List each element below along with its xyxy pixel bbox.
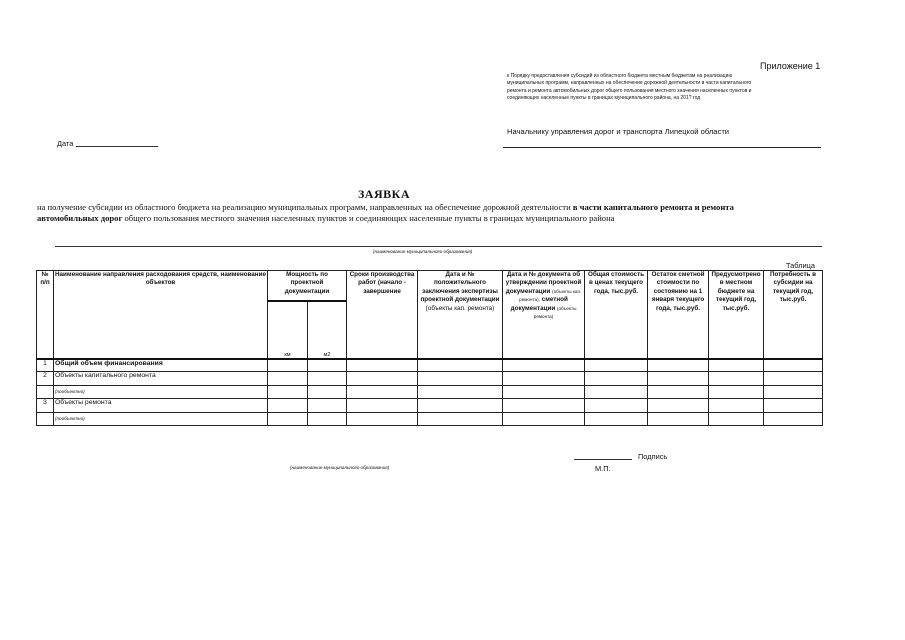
description-bold-part: в части капитального ремонта и ремонта автомобильных дорог bbox=[37, 202, 734, 223]
date-label: Дата bbox=[57, 139, 74, 148]
header-approval bbox=[503, 271, 585, 359]
table-row bbox=[37, 399, 823, 412]
table-cell bbox=[308, 412, 347, 425]
request-table bbox=[36, 270, 823, 426]
table-cell bbox=[585, 385, 648, 398]
table-cell bbox=[709, 372, 764, 385]
row-note: (пообъектно) bbox=[54, 412, 268, 425]
addressee: Начальнику управления дорог и транспорта Липецкой области bbox=[507, 127, 730, 136]
header-remaining-cost: Остаток сметной стоимости по состоянию на 1 января текущего года, тыс.руб. bbox=[648, 271, 709, 359]
addressee-underline bbox=[503, 147, 821, 148]
header-local-budget: Предусмотрено в местном бюджете на текущий год, тыс.руб. bbox=[709, 271, 764, 359]
table-cell bbox=[308, 399, 347, 412]
table-cell bbox=[709, 399, 764, 412]
row-num: 2 bbox=[37, 372, 54, 385]
table-cell bbox=[709, 359, 764, 372]
municipality-caption-bottom: (наименование муниципального образования) bbox=[290, 465, 390, 470]
appendix-line: соединяющих населенные пункты в границах муниципального района, на 201? год bbox=[507, 95, 701, 102]
appendix-line: ремонта и ремонта автомобильных дорог общего пользования местного значения населенных пунктов и bbox=[507, 87, 752, 94]
table-cell bbox=[418, 372, 503, 385]
header-unit-m2: м2 bbox=[308, 301, 347, 359]
signature-field bbox=[574, 459, 632, 460]
table-cell bbox=[503, 412, 585, 425]
table-cell bbox=[37, 412, 54, 425]
table-cell bbox=[764, 385, 823, 398]
date-field bbox=[76, 146, 158, 147]
table-cell bbox=[418, 385, 503, 398]
table-cell bbox=[308, 385, 347, 398]
header-subsidy-need: Потребность в субсидии на текущий год, тыс.руб. bbox=[764, 271, 823, 359]
header-approval-note: (объекты ремонта) bbox=[533, 305, 577, 320]
row-note: (пообъектно) bbox=[54, 385, 268, 398]
header-expertise-main: Дата и № положительного заключения экспертизы проектной документации bbox=[420, 271, 500, 304]
table-cell bbox=[585, 372, 648, 385]
municipality-caption: (наименование муниципального образования) bbox=[373, 249, 473, 254]
municipality-field bbox=[55, 246, 822, 247]
table-cell bbox=[503, 399, 585, 412]
row-label: Общий объем финансирования bbox=[54, 359, 268, 372]
document-title: ЗАЯВКА bbox=[357, 187, 411, 201]
header-name: Наименование направления расходования средств, наименование объектов bbox=[54, 271, 268, 359]
table-cell bbox=[709, 385, 764, 398]
table-cell bbox=[347, 359, 418, 372]
table-cell bbox=[268, 372, 308, 385]
table-row bbox=[37, 359, 823, 372]
table-cell bbox=[648, 385, 709, 398]
signature-label: Подпись bbox=[638, 452, 668, 461]
row-num: 3 bbox=[37, 399, 54, 412]
header-expertise-note: (объекты кап. ремонта) bbox=[425, 304, 495, 312]
table-cell bbox=[308, 359, 347, 372]
row-label: Объекты ремонта bbox=[54, 399, 268, 412]
table-cell bbox=[268, 412, 308, 425]
header-unit-km: км bbox=[268, 301, 308, 359]
appendix-text bbox=[507, 73, 817, 103]
header-terms: Сроки производства работ (начало - завершение bbox=[347, 271, 418, 359]
table-cell bbox=[709, 412, 764, 425]
stamp-label: М.П. bbox=[595, 464, 611, 473]
table-cell bbox=[503, 359, 585, 372]
appendix-line: к Порядку предоставления субсидий из областного бюджета местным бюджетам на реализацию bbox=[507, 73, 733, 79]
header-capacity: Мощность по проектной документации bbox=[268, 271, 347, 301]
table-cell bbox=[648, 359, 709, 372]
header-approval-main: Дата и № документа об утверждении проектной документации bbox=[505, 271, 582, 295]
table-cell bbox=[503, 372, 585, 385]
table-row bbox=[37, 385, 823, 398]
header-approval-estimate: сметной документации bbox=[510, 296, 568, 312]
table-cell bbox=[764, 399, 823, 412]
row-num: 1 bbox=[37, 359, 54, 372]
table-cell bbox=[418, 412, 503, 425]
header-num: № п/п bbox=[37, 271, 54, 359]
table-cell bbox=[764, 359, 823, 372]
table-label: Таблица bbox=[786, 261, 815, 270]
description-part: на получение субсидии из областного бюджета на реализацию муниципальных программ, направленных на обеспечение дорожной деятельности bbox=[37, 202, 573, 212]
table-row bbox=[37, 412, 823, 425]
document-description bbox=[37, 202, 787, 224]
table-cell bbox=[764, 412, 823, 425]
appendix-title: Приложение 1 bbox=[760, 61, 821, 71]
table-cell bbox=[347, 399, 418, 412]
table-cell bbox=[648, 399, 709, 412]
table-cell bbox=[585, 399, 648, 412]
row-label: Объекты капитального ремонта bbox=[54, 372, 268, 385]
table-cell bbox=[418, 359, 503, 372]
table-cell bbox=[764, 372, 823, 385]
table-cell bbox=[347, 385, 418, 398]
table-cell bbox=[268, 399, 308, 412]
table-cell bbox=[648, 412, 709, 425]
header-total-cost: Общая стоимость в ценах текущего года, тыс.руб. bbox=[585, 271, 648, 359]
table-cell bbox=[268, 385, 308, 398]
header-expertise bbox=[418, 271, 503, 359]
table-cell bbox=[585, 359, 648, 372]
table-cell bbox=[37, 385, 54, 398]
description-part: общего пользования местного значения населенных пунктов и соединяющих населенные пункты в границах муниципального района bbox=[122, 213, 615, 223]
table-row bbox=[37, 372, 823, 385]
table-cell bbox=[503, 385, 585, 398]
table-cell bbox=[268, 359, 308, 372]
table-cell bbox=[585, 412, 648, 425]
appendix-line: муниципальных программ, направленных на обеспечение дорожной деятельности в части капитального bbox=[507, 80, 752, 87]
table-cell bbox=[347, 412, 418, 425]
header-approval-note: (объекты кап. ремонта), bbox=[519, 288, 582, 303]
table-cell bbox=[648, 372, 709, 385]
table-cell bbox=[308, 372, 347, 385]
table-cell bbox=[347, 372, 418, 385]
table-cell bbox=[418, 399, 503, 412]
